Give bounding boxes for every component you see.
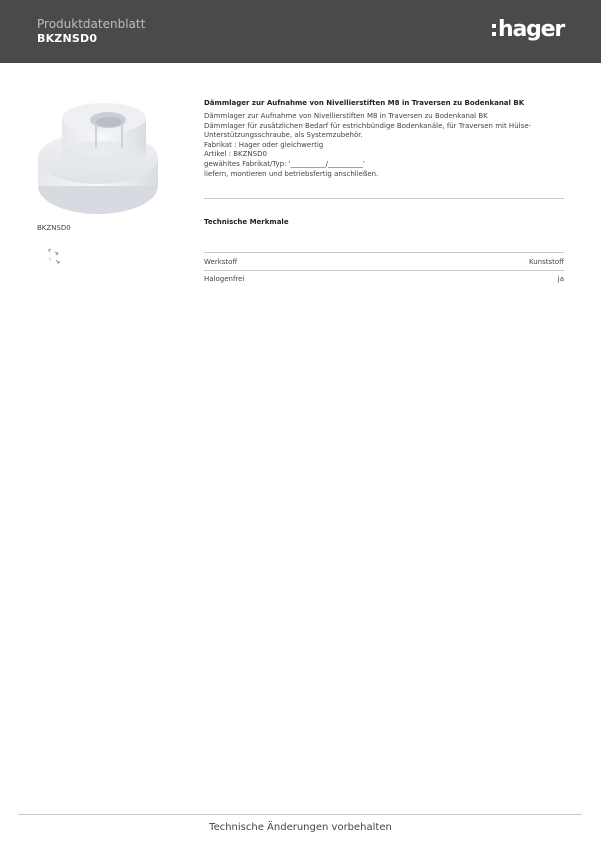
footer-note: Technische Änderungen vorbehalten: [209, 822, 392, 833]
table-divider: [204, 252, 564, 253]
footer-divider: [18, 814, 582, 815]
spec-value: Kunststoff: [528, 258, 564, 266]
header-product-code: BKZNSD0: [37, 32, 98, 45]
section-divider: [204, 198, 564, 199]
description-line: Artikel : BKZNSD0: [204, 150, 267, 159]
header-subtitle: Produktdatenblatt: [37, 17, 146, 31]
description-line: Unterstützungsschraube, als Systemzubehör.: [204, 131, 363, 140]
logo-text: hager: [498, 17, 565, 42]
description-body: [204, 112, 564, 179]
description-line: Dämmlager zur Aufnahme von Nivellierstiften M8 in Traversen zu Bodenkanal BK: [204, 112, 488, 120]
technical-features-title: Technische Merkmale: [204, 218, 289, 226]
description-line: Dämmlager für zusätzlichen Bedarf für estrichbündige Bodenkanäle, für Traversen mit Hülse-: [204, 121, 532, 130]
page-header: [0, 0, 601, 63]
table-divider: [204, 270, 564, 271]
product-image: [34, 96, 162, 222]
cursor-arrows-icon: [45, 246, 65, 266]
description-line: Fabrikat : Hager oder gleichwertig: [204, 140, 324, 149]
product-image-caption: BKZNSD0: [37, 224, 71, 232]
spec-key: Halogenfrei: [204, 275, 245, 283]
description-title: Dämmlager zur Aufnahme von Nivellierstiften M8 in Traversen zu Bodenkanal BK: [204, 99, 525, 107]
logo-colon-icon: [492, 22, 496, 38]
hager-logo: [492, 16, 564, 44]
description-line: gewähltes Fabrikat/Typ: '__________/__________': [204, 159, 365, 168]
description-line: liefern, montieren und betriebsfertig anschließen.: [204, 169, 379, 178]
spec-value: ja: [557, 275, 564, 283]
spec-key: Werkstoff: [204, 258, 238, 266]
